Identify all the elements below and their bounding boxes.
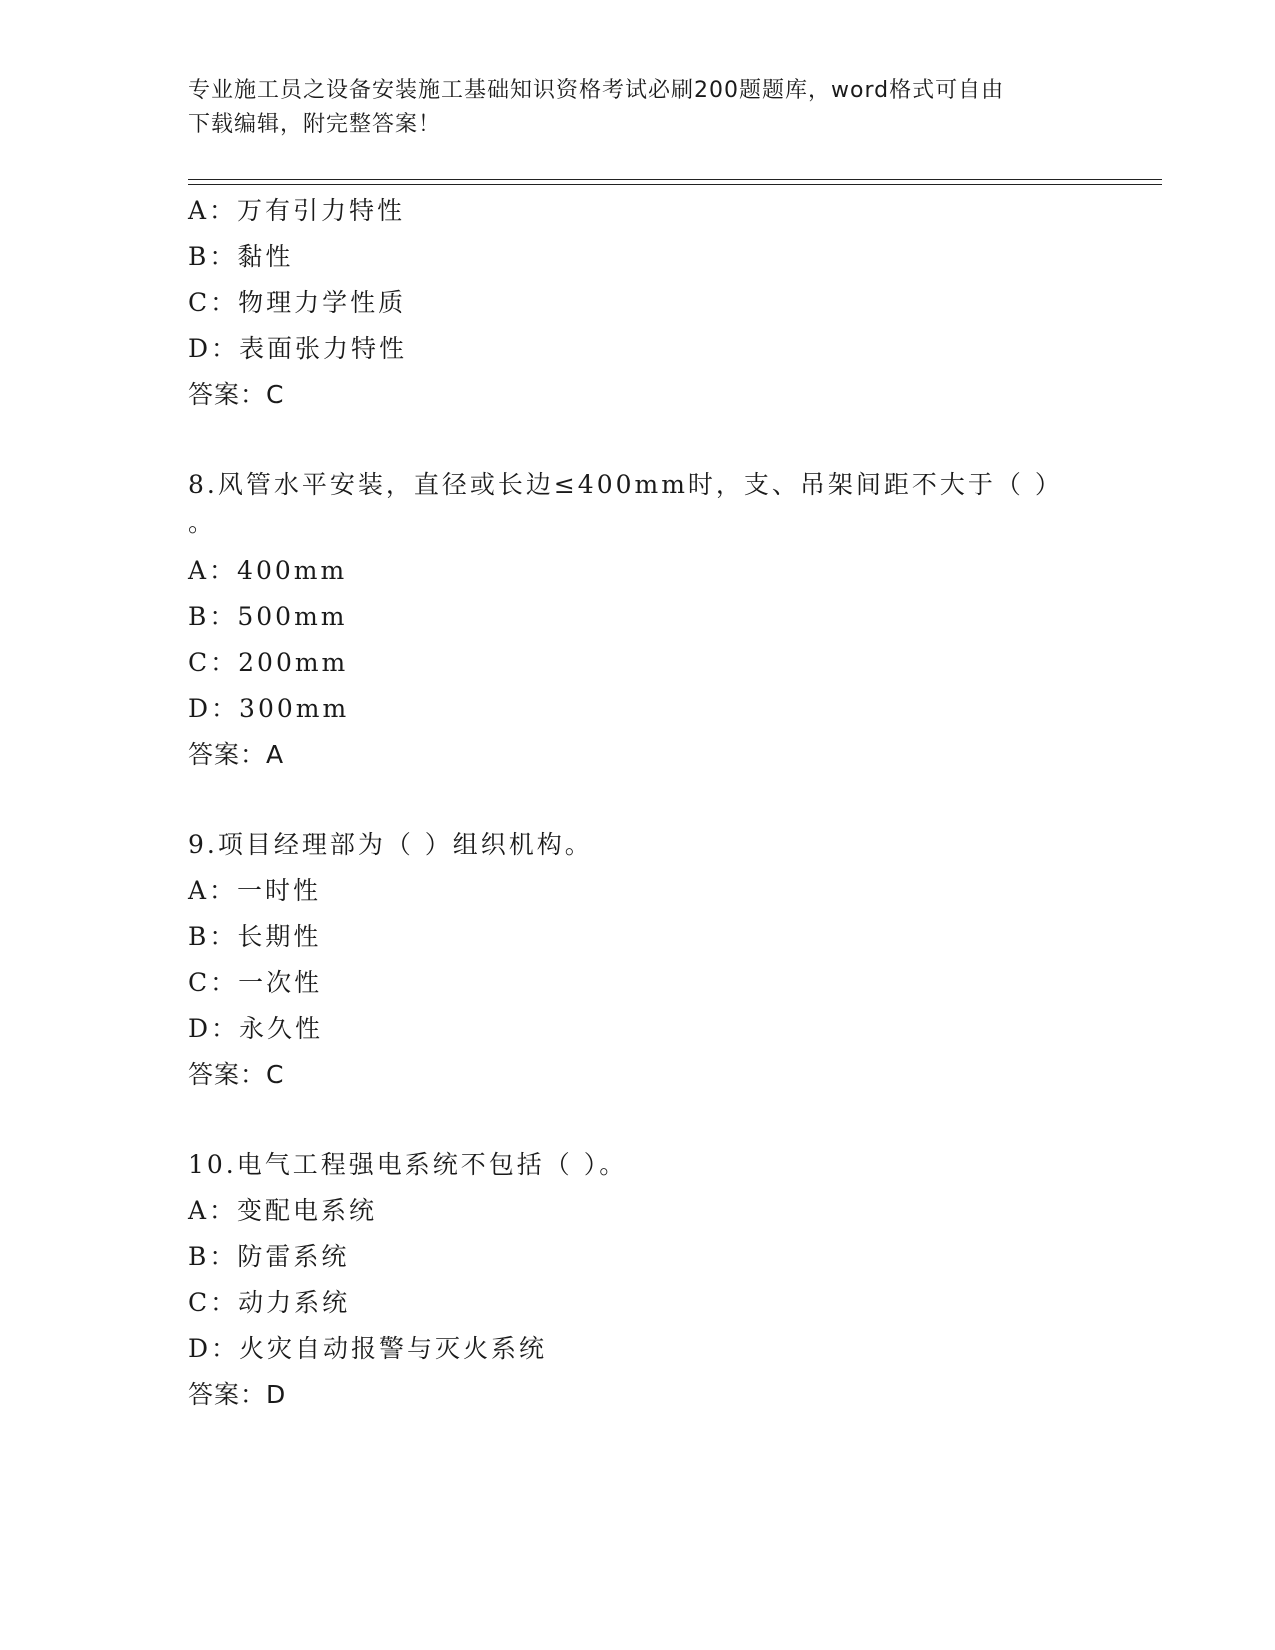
answer: 答案：C (188, 380, 285, 409)
option-b: B：黏性 (188, 242, 294, 271)
option-a: A：变配电系统 (188, 1196, 378, 1225)
header-divider-top (188, 179, 1162, 180)
option-a: A：万有引力特性 (188, 196, 406, 225)
option-d: D：火灾自动报警与灭火系统 (188, 1334, 548, 1363)
answer: 答案：C (188, 1060, 285, 1089)
question-8 (188, 462, 1138, 778)
question-9 (188, 822, 1138, 1098)
option-c: C：动力系统 (188, 1288, 351, 1317)
option-b: B：长期性 (188, 922, 322, 951)
question-stem: 10.电气工程强电系统不包括（ ）。 (188, 1150, 628, 1179)
question-list (188, 188, 1138, 1418)
question-7 (188, 188, 1138, 418)
question-stem: 9.项目经理部为（ ）组织机构。 (188, 830, 593, 859)
answer: 答案：A (188, 740, 285, 769)
option-c: C：一次性 (188, 968, 323, 997)
option-a: A：一时性 (188, 876, 322, 905)
option-b: B：500mm (188, 602, 348, 631)
document-header (188, 74, 1088, 142)
question-10 (188, 1142, 1138, 1418)
header-line-2: 下载编辑，附完整答案！ (188, 112, 442, 137)
option-d: D：表面张力特性 (188, 334, 408, 363)
header-line-1: 专业施工员之设备安装施工基础知识资格考试必刷200题题库，word格式可自由 (188, 78, 1005, 103)
header-divider-bottom (188, 184, 1162, 185)
option-b: B：防雷系统 (188, 1242, 350, 1271)
option-d: D：永久性 (188, 1014, 324, 1043)
option-a: A：400mm (188, 556, 348, 585)
option-d: D：300mm (188, 694, 350, 723)
option-c: C：200mm (188, 648, 349, 677)
question-stem-continuation: 。 (188, 508, 217, 537)
question-stem: 8.风管水平安装，直径或长边≤400mm时，支、吊架间距不大于（ ） (188, 470, 1063, 499)
option-c: C：物理力学性质 (188, 288, 407, 317)
answer: 答案：D (188, 1380, 287, 1409)
